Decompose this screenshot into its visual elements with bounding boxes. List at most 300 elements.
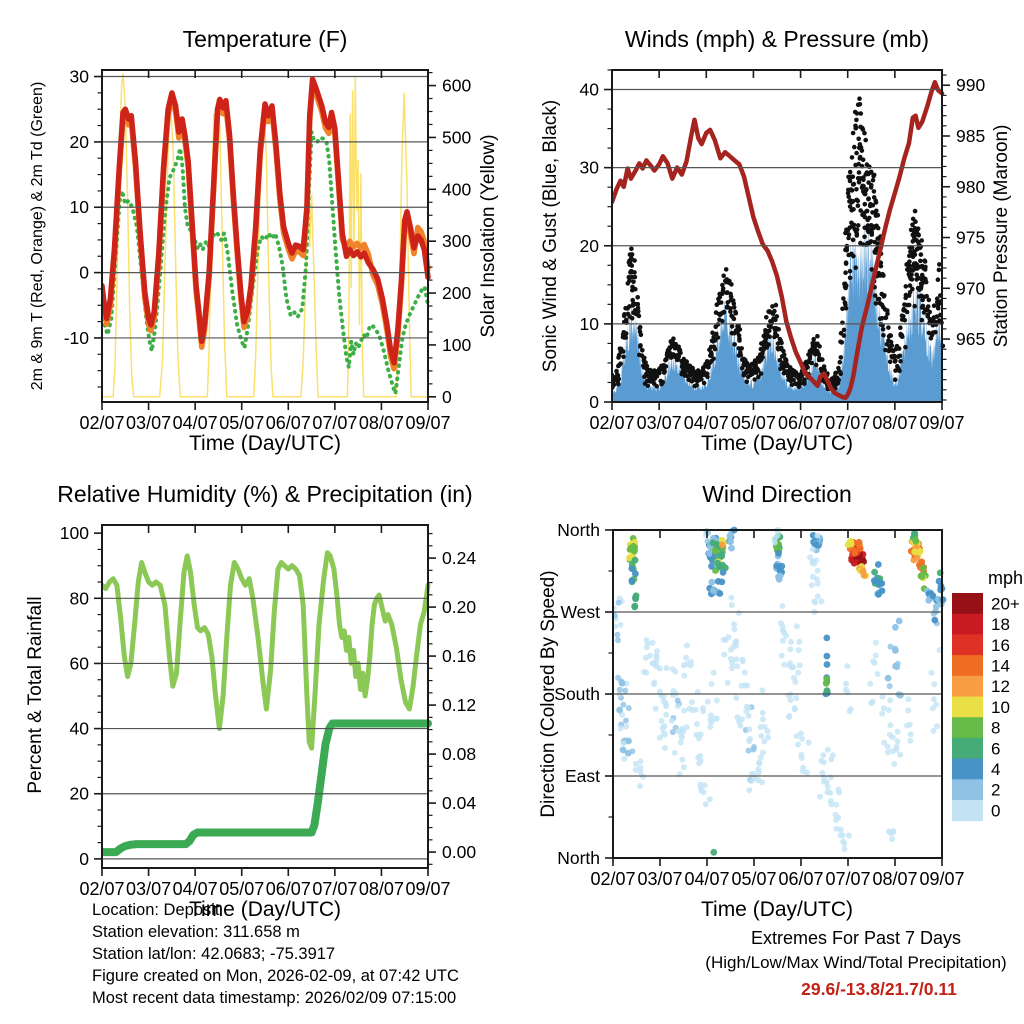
y-tick-label: 20 bbox=[69, 131, 89, 152]
y-tick-label: 10 bbox=[69, 197, 89, 218]
x-tick-label: 09/07 bbox=[405, 413, 451, 433]
wind-direction-dot bbox=[911, 530, 918, 537]
wind-gust-dot bbox=[851, 238, 856, 243]
x-tick-label: 08/07 bbox=[358, 413, 404, 433]
wind-gust-dot bbox=[875, 213, 880, 218]
wind-direction-dot bbox=[710, 587, 717, 594]
wind-direction-dot bbox=[814, 576, 820, 582]
wind-direction-dot bbox=[746, 748, 752, 754]
wind-direction-dot bbox=[897, 752, 903, 758]
wind-direction-dot bbox=[799, 755, 805, 761]
wind-direction-dot bbox=[641, 669, 647, 675]
wind-direction-dot bbox=[894, 744, 900, 750]
wind-direction-dot bbox=[669, 718, 675, 724]
x-tick-label: 03/07 bbox=[637, 869, 683, 889]
wind-direction-dot bbox=[728, 595, 734, 601]
wind-gust-dot bbox=[888, 360, 893, 365]
wind-gust-dot bbox=[927, 298, 932, 303]
wind-gust-dot bbox=[820, 357, 825, 362]
wind-direction-dot bbox=[678, 732, 684, 738]
wind-direction-dot bbox=[670, 729, 676, 735]
wind-gust-dot bbox=[923, 277, 928, 282]
wind-gust-dot bbox=[858, 102, 863, 107]
wind-direction-dot bbox=[838, 827, 844, 833]
wind-direction-dot bbox=[719, 542, 726, 549]
wind-direction-dot bbox=[797, 662, 803, 668]
wind-direction-dot bbox=[733, 695, 739, 701]
wind-gust-dot bbox=[872, 189, 877, 194]
wind-direction-dot bbox=[830, 752, 836, 758]
wind-direction-dot bbox=[880, 694, 886, 700]
wind-gust-dot bbox=[764, 315, 769, 320]
wind-gust-dot bbox=[677, 348, 682, 353]
temperature-plot-area bbox=[102, 74, 428, 397]
wind-direction-dot bbox=[694, 721, 700, 727]
extremes-heading: Extremes For Past 7 Days bbox=[750, 928, 962, 948]
wind-gust-dot bbox=[897, 346, 902, 351]
wind-gust-dot bbox=[838, 340, 843, 345]
wind-gust-dot bbox=[876, 226, 881, 231]
wind-gust-dot bbox=[732, 301, 737, 306]
rh-precip-plot-area bbox=[102, 553, 428, 852]
wind-direction-dot bbox=[887, 722, 893, 728]
wind-gust-dot bbox=[853, 126, 858, 131]
wind-gust-dot bbox=[900, 334, 905, 339]
wind-direction-dot bbox=[788, 697, 794, 703]
y-tick-label: 100 bbox=[59, 523, 89, 544]
x-tick-label: 02/07 bbox=[79, 413, 125, 433]
x-tick-label: 06/07 bbox=[265, 413, 311, 433]
wind-gust-dot bbox=[867, 164, 872, 169]
wind-direction-dot bbox=[824, 653, 831, 660]
wind-direction-dot bbox=[840, 832, 846, 838]
wind-direction-dot bbox=[787, 646, 793, 652]
wind-gust-dot bbox=[745, 379, 750, 384]
colorbar-swatch bbox=[952, 800, 983, 821]
wind-direction-dot bbox=[933, 603, 940, 610]
wind-direction-dot bbox=[931, 617, 938, 624]
x-tick-label: 04/07 bbox=[684, 869, 730, 889]
wind-direction-dot bbox=[736, 610, 742, 616]
wind-gust-dot bbox=[847, 232, 852, 237]
wind-gust-dot bbox=[842, 333, 847, 338]
wind-gust-dot bbox=[781, 349, 786, 354]
wind-gust-dot bbox=[933, 330, 938, 335]
wind-direction-dot bbox=[905, 696, 911, 702]
wind-direction-dot bbox=[633, 761, 639, 767]
wind-gust-dot bbox=[722, 310, 727, 315]
colorbar-label: 8 bbox=[991, 718, 1001, 738]
y-tick-label: East bbox=[564, 766, 600, 786]
x-tick-label: 08/07 bbox=[872, 869, 918, 889]
wind-gust-dot bbox=[863, 138, 868, 143]
wind-direction-dot bbox=[723, 637, 729, 643]
wind-direction-dot bbox=[781, 662, 787, 668]
wind-gust-dot bbox=[616, 373, 621, 378]
wind-gust-dot bbox=[848, 170, 853, 175]
wind-gust-dot bbox=[664, 364, 669, 369]
wind-gust-dot bbox=[898, 325, 903, 330]
wind-gust-dot bbox=[855, 227, 860, 232]
wind-direction-dot bbox=[742, 682, 748, 688]
wind-direction-dot bbox=[653, 706, 659, 712]
y-tick-label: 20 bbox=[69, 783, 89, 804]
wind-gust-dot bbox=[645, 364, 650, 369]
wind-direction-dot bbox=[626, 705, 632, 711]
wind-gust-dot bbox=[630, 263, 635, 268]
wind-direction-dot bbox=[820, 752, 826, 758]
wind-direction-dot bbox=[889, 836, 895, 842]
y-tick-label: 980 bbox=[956, 176, 986, 197]
wind-gust-dot bbox=[835, 380, 840, 385]
wind-direction-dot bbox=[800, 768, 806, 774]
colorbar-label: 10 bbox=[991, 697, 1010, 717]
wind-gust-dot bbox=[736, 328, 741, 333]
wind-direction-dot bbox=[846, 833, 852, 839]
wind-direction-dot bbox=[681, 662, 687, 668]
wind-direction-dot bbox=[637, 783, 643, 789]
y-tick-label: 600 bbox=[442, 75, 472, 96]
wind-gust-dot bbox=[877, 297, 882, 302]
wind-direction-dot bbox=[644, 644, 650, 650]
wind-direction-dot bbox=[734, 663, 740, 669]
wind-direction-dot bbox=[710, 849, 717, 856]
wind-gust-dot bbox=[640, 348, 645, 353]
wind-gust-dot bbox=[890, 343, 895, 348]
wind-direction-dot bbox=[616, 600, 622, 606]
wind-direction-dot bbox=[841, 840, 847, 846]
colorbar-label: 0 bbox=[991, 801, 1001, 821]
wind-gust-dot bbox=[767, 334, 772, 339]
y-tick-label: 975 bbox=[956, 227, 986, 248]
wind-gust-dot bbox=[869, 185, 874, 190]
wind-gust-dot bbox=[766, 342, 771, 347]
wind-gust-dot bbox=[903, 345, 908, 350]
wind-direction-dot bbox=[681, 764, 687, 770]
winds-pressure-panel bbox=[580, 70, 986, 433]
wind-direction-dot bbox=[895, 729, 901, 735]
wind-direction-dot bbox=[760, 710, 766, 716]
wind-direction-dot bbox=[705, 538, 711, 544]
wind-gust-dot bbox=[916, 226, 921, 231]
wind-gust-dot bbox=[624, 318, 629, 323]
wind-gust-dot bbox=[724, 267, 729, 272]
y-axis-label-temp-left: 2m & 9m T (Red, Orange) & 2m Td (Green) bbox=[29, 81, 46, 391]
wind-gust-dot bbox=[886, 325, 891, 330]
wind-direction-dot bbox=[823, 635, 830, 642]
x-tick-label: 09/07 bbox=[919, 869, 965, 889]
x-tick-label: 02/07 bbox=[589, 413, 635, 433]
wind-direction-dot bbox=[675, 703, 681, 709]
wind-gust-dot bbox=[872, 173, 877, 178]
wind-direction-dot bbox=[672, 750, 678, 756]
total-rainfall-line bbox=[102, 724, 428, 853]
wind-gust-dot bbox=[860, 148, 865, 153]
x-tick-label: 09/07 bbox=[405, 879, 451, 899]
wind-direction-dot bbox=[681, 673, 687, 679]
wind-gust-dot bbox=[719, 300, 724, 305]
wind-gust-dot bbox=[636, 302, 641, 307]
wind-direction-dot bbox=[792, 705, 798, 711]
wind-gust-dot bbox=[881, 273, 886, 278]
wind-gust-dot bbox=[893, 359, 898, 364]
relative-humidity-line bbox=[102, 553, 428, 748]
wind-gust-dot bbox=[912, 304, 917, 309]
wind-direction-dot bbox=[714, 560, 721, 567]
wind-direction-dot bbox=[742, 670, 748, 676]
wind-gust-dot bbox=[910, 277, 915, 282]
wind-gust-dot bbox=[898, 354, 903, 359]
wind-gust-dot bbox=[915, 263, 920, 268]
wind-gust-dot bbox=[898, 359, 903, 364]
wind-gust-dot bbox=[848, 269, 853, 274]
wind-gust-dot bbox=[851, 174, 856, 179]
wind-direction-dot bbox=[662, 732, 668, 738]
wind-direction-dot bbox=[908, 731, 914, 737]
wind-gust-dot bbox=[774, 303, 779, 308]
wind-direction-dot bbox=[912, 536, 919, 543]
wind-direction-dot bbox=[708, 563, 715, 570]
wind-direction-dot bbox=[701, 789, 707, 795]
wind-gust-dot bbox=[772, 309, 777, 314]
x-axis-label-temperature: Time (Day/UTC) bbox=[188, 432, 342, 455]
wind-gust-dot bbox=[711, 356, 716, 361]
wind-gust-dot bbox=[865, 209, 870, 214]
wind-direction-dot bbox=[755, 766, 761, 772]
wind-direction-dot bbox=[821, 779, 827, 785]
wind-direction-dot bbox=[684, 643, 690, 649]
wind-gust-dot bbox=[839, 355, 844, 360]
wind-direction-dot bbox=[907, 738, 913, 744]
wind-gust-dot bbox=[920, 318, 925, 323]
wind-gust-dot bbox=[728, 292, 733, 297]
wind-gust-dot bbox=[633, 275, 638, 280]
wind-direction-dot bbox=[814, 533, 820, 539]
wind-direction-dot bbox=[654, 648, 660, 654]
wind-gust-dot bbox=[713, 347, 718, 352]
wind-direction-dot bbox=[823, 676, 830, 683]
y-tick-label: West bbox=[560, 602, 600, 622]
wind-direction-dot bbox=[934, 723, 940, 729]
wind-gust-dot bbox=[913, 252, 918, 257]
wind-direction-dot bbox=[795, 670, 801, 676]
wind-gust-dot bbox=[913, 219, 918, 224]
wind-direction-dot bbox=[618, 622, 624, 628]
wind-gust-dot bbox=[885, 308, 890, 313]
x-axis-label-rh: Time (Day/UTC) bbox=[188, 898, 342, 921]
wind-direction-dot bbox=[650, 661, 656, 667]
wind-direction-dot bbox=[714, 716, 720, 722]
wind-gust-dot bbox=[863, 202, 868, 207]
wind-direction-dot bbox=[892, 646, 898, 652]
panel-title-winds-pressure: Winds (mph) & Pressure (mb) bbox=[624, 26, 930, 52]
wind-gust-dot bbox=[861, 178, 866, 183]
wind-direction-dot bbox=[660, 725, 666, 731]
wind-gust-dot bbox=[635, 295, 640, 300]
wind-gust-dot bbox=[854, 187, 859, 192]
y-tick-label: 0.08 bbox=[442, 744, 477, 765]
wind-direction-dot bbox=[828, 774, 834, 780]
wind-direction-dot bbox=[783, 633, 789, 639]
wind-gust-dot bbox=[677, 354, 682, 359]
wind-gust-dot bbox=[732, 317, 737, 322]
wind-direction-dot bbox=[905, 708, 911, 714]
wind-gust-dot bbox=[654, 384, 659, 389]
wind-direction-dot bbox=[622, 688, 628, 694]
wind-direction-dot bbox=[875, 561, 882, 568]
wind-gust-dot bbox=[854, 118, 859, 123]
x-tick-label: 07/07 bbox=[825, 869, 871, 889]
wind-direction-dot bbox=[791, 675, 797, 681]
wind-direction-dot bbox=[875, 671, 881, 677]
wind-gust-dot bbox=[637, 314, 642, 319]
wind-direction-dot bbox=[617, 687, 623, 693]
wind-direction-dot bbox=[746, 787, 752, 793]
y-tick-label: 970 bbox=[956, 278, 986, 299]
y-tick-label: North bbox=[557, 520, 600, 540]
wind-gust-dot bbox=[671, 336, 676, 341]
wind-gust-dot bbox=[936, 277, 941, 282]
wind-gust-dot bbox=[694, 383, 699, 388]
wind-direction-dot bbox=[819, 770, 825, 776]
wind-gust-dot bbox=[814, 363, 819, 368]
wind-direction-dot bbox=[703, 801, 709, 807]
wind-direction-dot bbox=[765, 734, 771, 740]
wind-gust-dot bbox=[734, 311, 739, 316]
wind-gust-dot bbox=[843, 302, 848, 307]
wind-direction-dot bbox=[856, 539, 863, 546]
wind-direction-dot bbox=[876, 579, 883, 586]
y-tick-label: 80 bbox=[69, 588, 89, 609]
wind-direction-dot bbox=[824, 661, 831, 668]
wind-direction-dot bbox=[756, 760, 762, 766]
wind-gust-dot bbox=[855, 232, 860, 237]
wind-gust-dot bbox=[841, 296, 846, 301]
wind-gust-dot bbox=[633, 287, 638, 292]
wind-gust-dot bbox=[638, 325, 643, 330]
wind-direction-dot bbox=[780, 624, 786, 630]
y-tick-label: 30 bbox=[69, 66, 89, 87]
x-tick-label: 04/07 bbox=[683, 413, 729, 433]
wind-direction-dot bbox=[890, 734, 896, 740]
x-tick-label: 07/07 bbox=[312, 413, 358, 433]
wind-direction-dot bbox=[871, 569, 878, 576]
wind-gust-dot bbox=[716, 335, 721, 340]
y-tick-label: 0 bbox=[79, 262, 89, 283]
wind-direction-dot bbox=[729, 602, 735, 608]
wind-gust-dot bbox=[937, 262, 942, 267]
x-tick-label: 08/07 bbox=[872, 413, 918, 433]
wind-gust-dot bbox=[639, 333, 644, 338]
colorbar-label: 12 bbox=[991, 677, 1010, 697]
wind-gust-dot bbox=[760, 355, 765, 360]
y-tick-label: 100 bbox=[442, 334, 472, 355]
wind-gust-dot bbox=[862, 131, 867, 136]
wind-direction-dot bbox=[931, 681, 937, 687]
wind-direction-dot bbox=[759, 687, 765, 693]
wind-gust-dot bbox=[856, 199, 861, 204]
y-tick-label: 40 bbox=[579, 79, 599, 100]
wind-gust-dot bbox=[624, 331, 629, 336]
panel-title-wind-direction: Wind Direction bbox=[702, 481, 852, 507]
wind-direction-dot bbox=[727, 538, 734, 545]
wind-direction-dot bbox=[851, 560, 858, 567]
wind-direction-dot bbox=[933, 702, 939, 708]
wind-direction-dot bbox=[731, 621, 737, 627]
wind-direction-dot bbox=[728, 656, 734, 662]
wind-direction-dot bbox=[615, 637, 621, 643]
y-tick-label: South bbox=[554, 684, 600, 704]
wind-direction-dot bbox=[843, 681, 849, 687]
wind-direction-dot bbox=[633, 592, 640, 599]
wind-direction-dot bbox=[706, 550, 713, 557]
wind-gust-dot bbox=[638, 343, 643, 348]
wind-gust-dot bbox=[739, 353, 744, 358]
x-tick-label: 06/07 bbox=[778, 869, 824, 889]
wind-direction-dot bbox=[751, 744, 757, 750]
wind-direction-dot bbox=[698, 758, 704, 764]
wind-gust-dot bbox=[903, 318, 908, 323]
wind-direction-dot bbox=[733, 638, 739, 644]
wind-gust-dot bbox=[923, 259, 928, 264]
wind-direction-dot bbox=[743, 708, 749, 714]
wind-direction-dot bbox=[786, 714, 792, 720]
wind-gust-dot bbox=[759, 371, 764, 376]
wind-gust-dot bbox=[721, 274, 726, 279]
wind-direction-dot bbox=[810, 546, 816, 552]
wind-direction-dot bbox=[815, 594, 821, 600]
wind-direction-dot bbox=[860, 568, 867, 575]
wind-direction-dot bbox=[720, 569, 727, 576]
colorbar-label: 4 bbox=[991, 759, 1001, 779]
wind-direction-dot bbox=[806, 740, 812, 746]
wind-gust-dot bbox=[630, 316, 635, 321]
wind-gust-dot bbox=[817, 352, 822, 357]
wind-direction-dot bbox=[762, 724, 768, 730]
wind-gust-dot bbox=[842, 328, 847, 333]
wind-gust-dot bbox=[881, 327, 886, 332]
wind-direction-dot bbox=[793, 695, 799, 701]
wind-gust-dot bbox=[919, 244, 924, 249]
wind-gust-dot bbox=[709, 352, 714, 357]
wind-gust-dot bbox=[936, 306, 941, 311]
wind-direction-dot bbox=[629, 748, 635, 754]
y-axis-label-rh-left: Percent & Total Rainfall bbox=[25, 596, 46, 794]
wind-direction-dot bbox=[870, 658, 876, 664]
wind-direction-dot bbox=[760, 716, 766, 722]
wind-direction-plot-area bbox=[611, 527, 947, 856]
wind-gust-dot bbox=[871, 178, 876, 183]
wind-direction-dot bbox=[811, 598, 817, 604]
x-tick-label: 09/07 bbox=[919, 413, 965, 433]
wind-direction-dot bbox=[868, 700, 874, 706]
y-tick-label: North bbox=[557, 848, 600, 868]
wind-direction-dot bbox=[631, 603, 638, 610]
wind-gust-dot bbox=[904, 284, 909, 289]
wind-direction-dot bbox=[681, 708, 687, 714]
x-tick-label: 06/07 bbox=[778, 413, 824, 433]
wind-direction-dot bbox=[683, 655, 689, 661]
wind-direction-dot bbox=[759, 779, 765, 785]
wind-direction-dot bbox=[807, 554, 813, 560]
wind-direction-dot bbox=[740, 658, 746, 664]
wind-direction-dot bbox=[694, 732, 700, 738]
wind-direction-dot bbox=[835, 787, 841, 793]
wind-direction-dot bbox=[845, 541, 852, 548]
wind-gust-dot bbox=[862, 235, 867, 240]
wind-direction-dot bbox=[779, 603, 785, 609]
wind-direction-dot bbox=[623, 718, 629, 724]
